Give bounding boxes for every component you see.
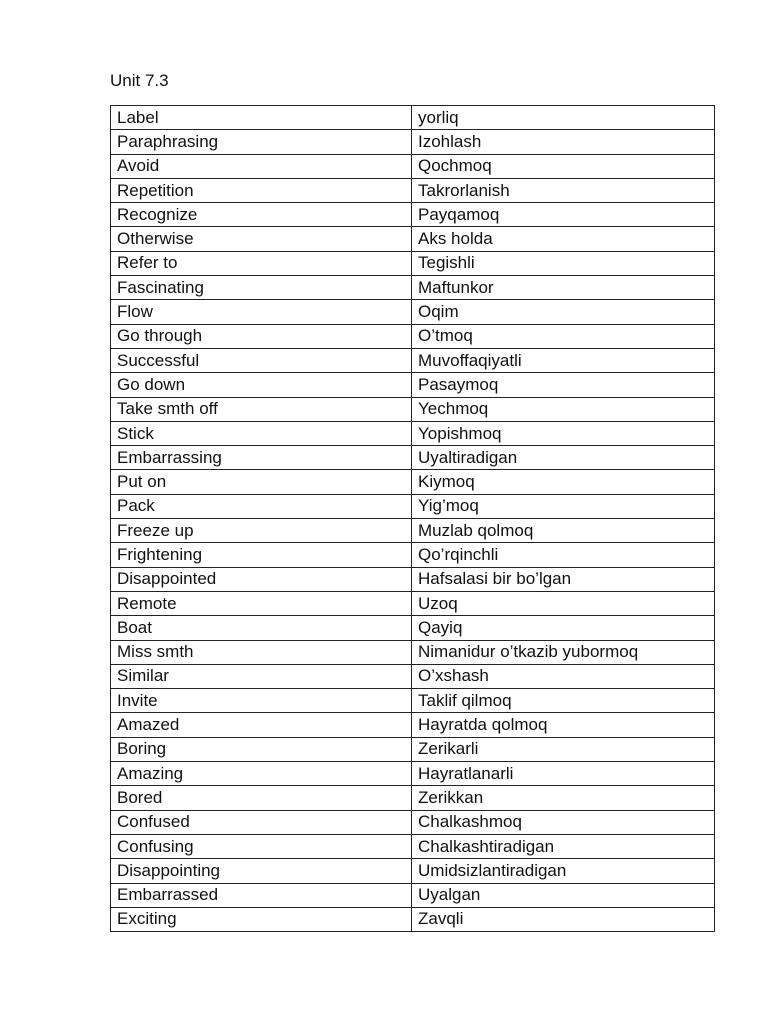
english-word-cell: Confused <box>111 810 412 834</box>
english-word-cell: Bored <box>111 786 412 810</box>
english-word-cell: Boat <box>111 616 412 640</box>
table-row <box>111 421 715 445</box>
english-word-cell: Confusing <box>111 834 412 858</box>
english-word-cell: Disappointed <box>111 567 412 591</box>
table-row <box>111 106 715 130</box>
uzbek-translation-cell: Yig’moq <box>412 494 715 518</box>
english-word-cell: Go down <box>111 373 412 397</box>
table-row <box>111 591 715 615</box>
uzbek-translation-cell: yorliq <box>412 106 715 130</box>
uzbek-translation-cell: Qo’rqinchli <box>412 543 715 567</box>
uzbek-translation-cell: Tegishli <box>412 251 715 275</box>
english-word-cell: Miss smth <box>111 640 412 664</box>
table-row <box>111 786 715 810</box>
uzbek-translation-cell: Yechmoq <box>412 397 715 421</box>
uzbek-translation-cell: Hafsalasi bir bo’lgan <box>412 567 715 591</box>
table-row <box>111 762 715 786</box>
english-word-cell: Fascinating <box>111 276 412 300</box>
table-row <box>111 397 715 421</box>
english-word-cell: Go through <box>111 324 412 348</box>
table-row <box>111 859 715 883</box>
english-word-cell: Exciting <box>111 907 412 931</box>
table-row <box>111 907 715 931</box>
english-word-cell: Similar <box>111 664 412 688</box>
english-word-cell: Flow <box>111 300 412 324</box>
table-row <box>111 203 715 227</box>
uzbek-translation-cell: Chalkashtiradigan <box>412 834 715 858</box>
english-word-cell: Label <box>111 106 412 130</box>
table-row <box>111 373 715 397</box>
english-word-cell: Amazing <box>111 762 412 786</box>
table-row <box>111 810 715 834</box>
uzbek-translation-cell: Hayratda qolmoq <box>412 713 715 737</box>
table-row <box>111 178 715 202</box>
uzbek-translation-cell: Zerikkan <box>412 786 715 810</box>
table-row <box>111 737 715 761</box>
uzbek-translation-cell: Kiymoq <box>412 470 715 494</box>
table-row <box>111 446 715 470</box>
english-word-cell: Embarrassing <box>111 446 412 470</box>
table-row <box>111 689 715 713</box>
english-word-cell: Amazed <box>111 713 412 737</box>
uzbek-translation-cell: Uzoq <box>412 591 715 615</box>
vocabulary-table <box>110 105 715 932</box>
table-row <box>111 300 715 324</box>
english-word-cell: Paraphrasing <box>111 130 412 154</box>
table-row <box>111 348 715 372</box>
uzbek-translation-cell: Taklif qilmoq <box>412 689 715 713</box>
english-word-cell: Stick <box>111 421 412 445</box>
table-row <box>111 251 715 275</box>
uzbek-translation-cell: Payqamoq <box>412 203 715 227</box>
uzbek-translation-cell: Izohlash <box>412 130 715 154</box>
table-row <box>111 543 715 567</box>
english-word-cell: Frightening <box>111 543 412 567</box>
page-title: Unit 7.3 <box>110 71 169 90</box>
uzbek-translation-cell: O’tmoq <box>412 324 715 348</box>
uzbek-translation-cell: Maftunkor <box>412 276 715 300</box>
english-word-cell: Refer to <box>111 251 412 275</box>
table-row <box>111 664 715 688</box>
uzbek-translation-cell: Uyalgan <box>412 883 715 907</box>
table-row <box>111 519 715 543</box>
vocabulary-table-body <box>111 106 715 932</box>
uzbek-translation-cell: Qayiq <box>412 616 715 640</box>
uzbek-translation-cell: Zerikarli <box>412 737 715 761</box>
uzbek-translation-cell: Muvoffaqiyatli <box>412 348 715 372</box>
table-row <box>111 494 715 518</box>
table-row <box>111 567 715 591</box>
uzbek-translation-cell: Takrorlanish <box>412 178 715 202</box>
english-word-cell: Otherwise <box>111 227 412 251</box>
uzbek-translation-cell: Oqim <box>412 300 715 324</box>
uzbek-translation-cell: Pasaymoq <box>412 373 715 397</box>
uzbek-translation-cell: Yopishmoq <box>412 421 715 445</box>
english-word-cell: Take smth off <box>111 397 412 421</box>
english-word-cell: Recognize <box>111 203 412 227</box>
english-word-cell: Freeze up <box>111 519 412 543</box>
uzbek-translation-cell: Nimanidur o’tkazib yubormoq <box>412 640 715 664</box>
uzbek-translation-cell: Zavqli <box>412 907 715 931</box>
english-word-cell: Avoid <box>111 154 412 178</box>
english-word-cell: Repetition <box>111 178 412 202</box>
table-row <box>111 470 715 494</box>
uzbek-translation-cell: Aks holda <box>412 227 715 251</box>
table-row <box>111 834 715 858</box>
table-row <box>111 713 715 737</box>
english-word-cell: Invite <box>111 689 412 713</box>
table-row <box>111 883 715 907</box>
table-row <box>111 227 715 251</box>
uzbek-translation-cell: Qochmoq <box>412 154 715 178</box>
table-row <box>111 640 715 664</box>
uzbek-translation-cell: Muzlab qolmoq <box>412 519 715 543</box>
english-word-cell: Pack <box>111 494 412 518</box>
uzbek-translation-cell: Hayratlanarli <box>412 762 715 786</box>
english-word-cell: Put on <box>111 470 412 494</box>
english-word-cell: Embarrassed <box>111 883 412 907</box>
uzbek-translation-cell: Chalkashmoq <box>412 810 715 834</box>
english-word-cell: Remote <box>111 591 412 615</box>
english-word-cell: Boring <box>111 737 412 761</box>
table-row <box>111 616 715 640</box>
table-row <box>111 154 715 178</box>
uzbek-translation-cell: Uyaltiradigan <box>412 446 715 470</box>
table-row <box>111 276 715 300</box>
uzbek-translation-cell: O’xshash <box>412 664 715 688</box>
uzbek-translation-cell: Umidsizlantiradigan <box>412 859 715 883</box>
table-row <box>111 130 715 154</box>
english-word-cell: Disappointing <box>111 859 412 883</box>
table-row <box>111 324 715 348</box>
english-word-cell: Successful <box>111 348 412 372</box>
